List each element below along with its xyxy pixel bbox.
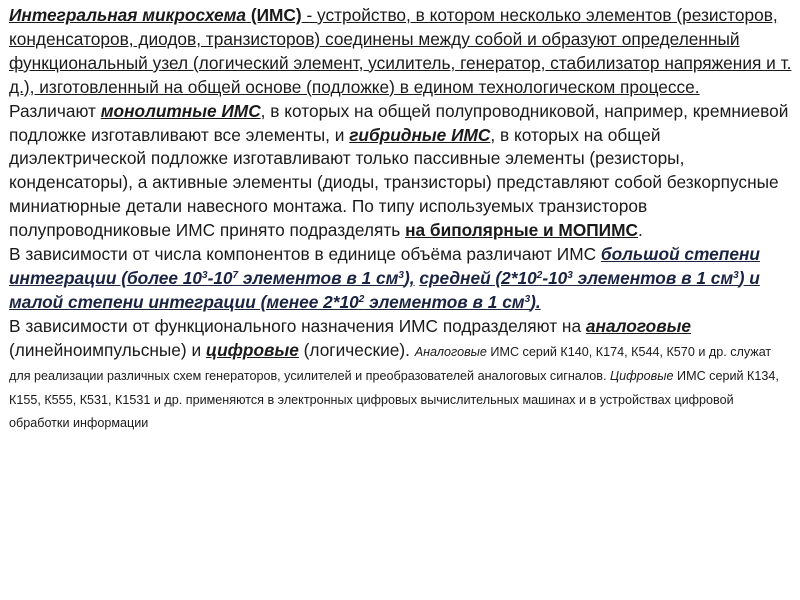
definition-text: - устройство, в котором несколько элементов (резисторов, конденсаторов, диодов, транзисторов) соединены между собой и образуют определенный функциональный узел (логический элемент, усилитель, генератор, стабилизатор напряжения и т. д.), изготовленный на общей основе (подложке) в едином технологическом процессе. bbox=[9, 5, 792, 97]
term-monolithic: монолитные ИМС bbox=[100, 100, 261, 121]
types-text-3: , в которых на общей диэлектрической подложке изготавливают только пассивные элементы (резисторы, конденсаторы), а активные элементы (диоды, транзисторы) представляют собой безкорпусные миниатюрные детали навесного монтажа. По типу используемых транзисторов полупроводниковые ИМС принято подразделять bbox=[9, 124, 779, 241]
series-details: Аналоговые ИМС серий К140, К174, К544, К570 и др. служат для реализации различных схем генераторов, усилителей и преобразователей аналоговых сигналов. Цифровые ИМС серий К134, К155, К555, К531, К1531 и др. применяются в электронных цифровых вычислительных машинах и в устройствах цифровой обработки информации bbox=[9, 344, 779, 431]
integration-intro: В зависимости от числа компонентов в единице объёма различают ИМС bbox=[9, 244, 601, 265]
integration-large: большой степени интеграции (более $10^3-10^7$ элементов в 1 $см^3$), bbox=[9, 244, 760, 288]
paragraph-definition bbox=[9, 4, 793, 100]
term-analog: аналоговые bbox=[585, 315, 691, 336]
paragraph-types bbox=[9, 100, 793, 243]
types-text-1: Различают bbox=[9, 100, 101, 121]
term-bipolar-mos: на биполярные и МОПИМС bbox=[405, 220, 638, 241]
function-intro: В зависимости от функционального назначения ИМС подразделяют на bbox=[9, 315, 586, 336]
function-text-2: (логические). bbox=[298, 339, 415, 360]
paragraph-integration bbox=[9, 243, 793, 315]
function-text-1: (линейноимпульсные) и bbox=[9, 339, 206, 360]
paragraph-function bbox=[9, 315, 793, 435]
types-text-4: . bbox=[637, 220, 643, 241]
integration-medium-small: средней ($2*10^2-10^3$ элементов в 1 $см^3$) и малой степени интеграции (менее $2*10^2$ элементов в 1 $см^3$). bbox=[9, 267, 760, 312]
term-abbr: (ИМС) bbox=[246, 5, 302, 25]
term-digital: цифровые bbox=[205, 339, 299, 360]
slide-text bbox=[9, 4, 793, 434]
term-ims: Интегральная микросхема bbox=[9, 5, 247, 25]
term-hybrid: гибридные ИМС bbox=[349, 124, 491, 145]
types-text-2: , в которых на общей полупроводниковой, например, кремниевой подложке изготавливают все элементы, и bbox=[9, 100, 789, 145]
